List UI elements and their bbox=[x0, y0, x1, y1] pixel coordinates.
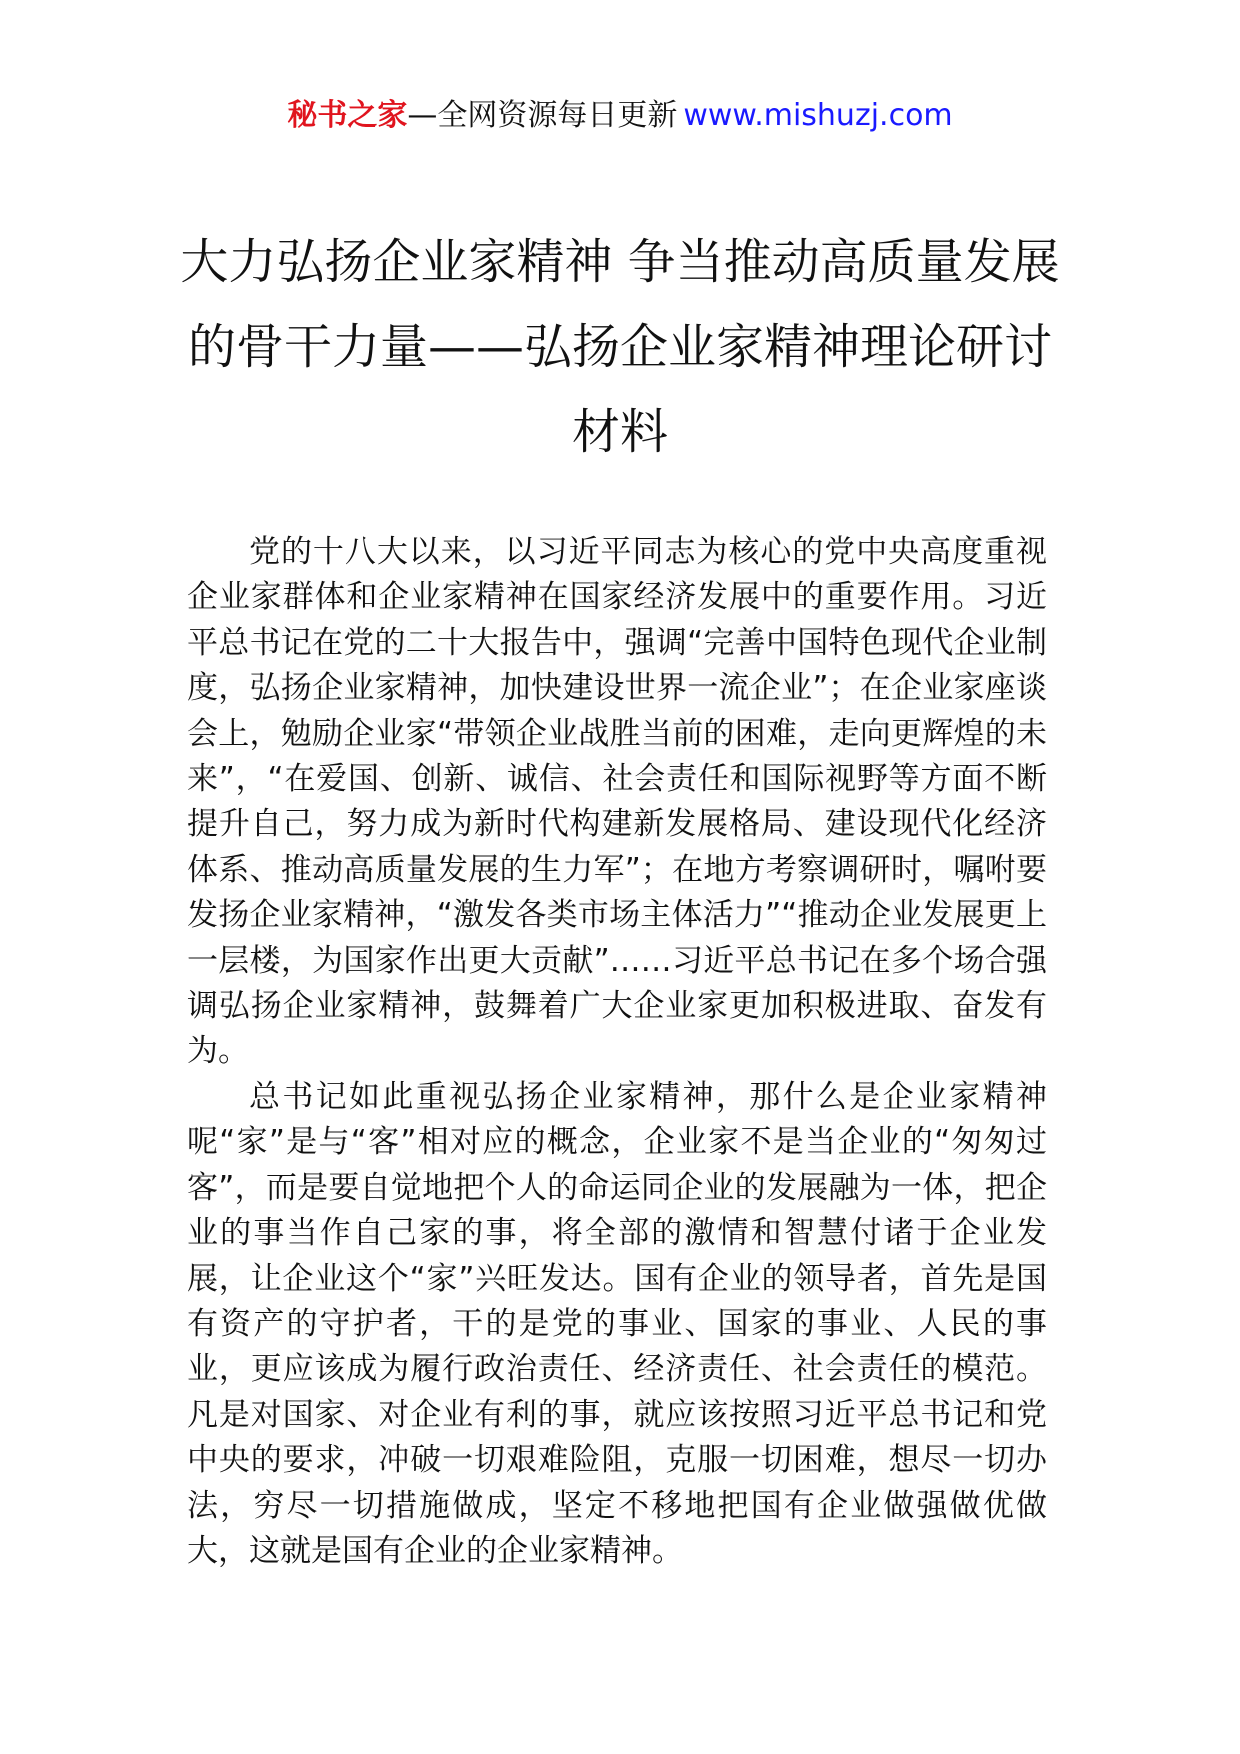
body-paragraph: 总书记如此重视弘扬企业家精神，那什么是企业家精神呢“家”是与“客”相对应的概念，企业家不是当企业的“匆匆过客”，而是要自觉地把个人的命运同企业的发展融为一体，把企业的事当作自己家的事，将全部的激情和智慧付诸于企业发展，让企业这个“家”兴旺发达。国有企业的领导者，首先是国有资产的守护者，干的是党的事业、国家的事业、人民的事业，更应该成为履行政治责任、经济责任、社会责任的模范。凡是对国家、对企业有利的事，就应该按照习近平总书记和党中央的要求，冲破一切艰难险阻，克服一切困难，想尽一切办法，穷尽一切措施做成，坚定不移地把国有企业做强做优做大，这就是国有企业的企业家精神。 bbox=[187, 1078, 1047, 1569]
article-body bbox=[187, 530, 1047, 1574]
title-line: 材料 bbox=[571, 404, 668, 460]
article-title bbox=[150, 220, 1090, 475]
site-brand: 秘书之家 bbox=[287, 98, 408, 133]
body-paragraph: 党的十八大以来，以习近平同志为核心的党中央高度重视企业家群体和企业家精神在国家经济发展中的重要作用。习近平总书记在党的二十大报告中，强调“完善中国特色现代企业制度，弘扬企业家精神，加快建设世界一流企业”；在企业家座谈会上，勉励企业家“带领企业战胜当前的困难，走向更辉煌的未来”，“在爱国、创新、诚信、社会责任和国际视野等方面不断提升自己，努力成为新时代构建新发展格局、建设现代化经济体系、推动高质量发展的生力军”；在地方考察调研时，嘱咐要发扬企业家精神，“激发各类市场主体活力”“推动企业发展更上一层楼，为国家作出更大贡献”……习近平总书记在多个场合强调弘扬企业家精神，鼓舞着广大企业家更加积极进取、奋发有为。 bbox=[187, 534, 1047, 1070]
title-line: 的骨干力量——弘扬企业家精神理论研讨 bbox=[187, 319, 1052, 375]
site-url-link[interactable]: www.mishuzj.com bbox=[683, 98, 953, 133]
site-header bbox=[0, 96, 1240, 136]
title-line: 大力弘扬企业家精神 争当推动高质量发展 bbox=[180, 234, 1060, 290]
site-tagline: —全网资源每日更新 bbox=[407, 98, 678, 133]
